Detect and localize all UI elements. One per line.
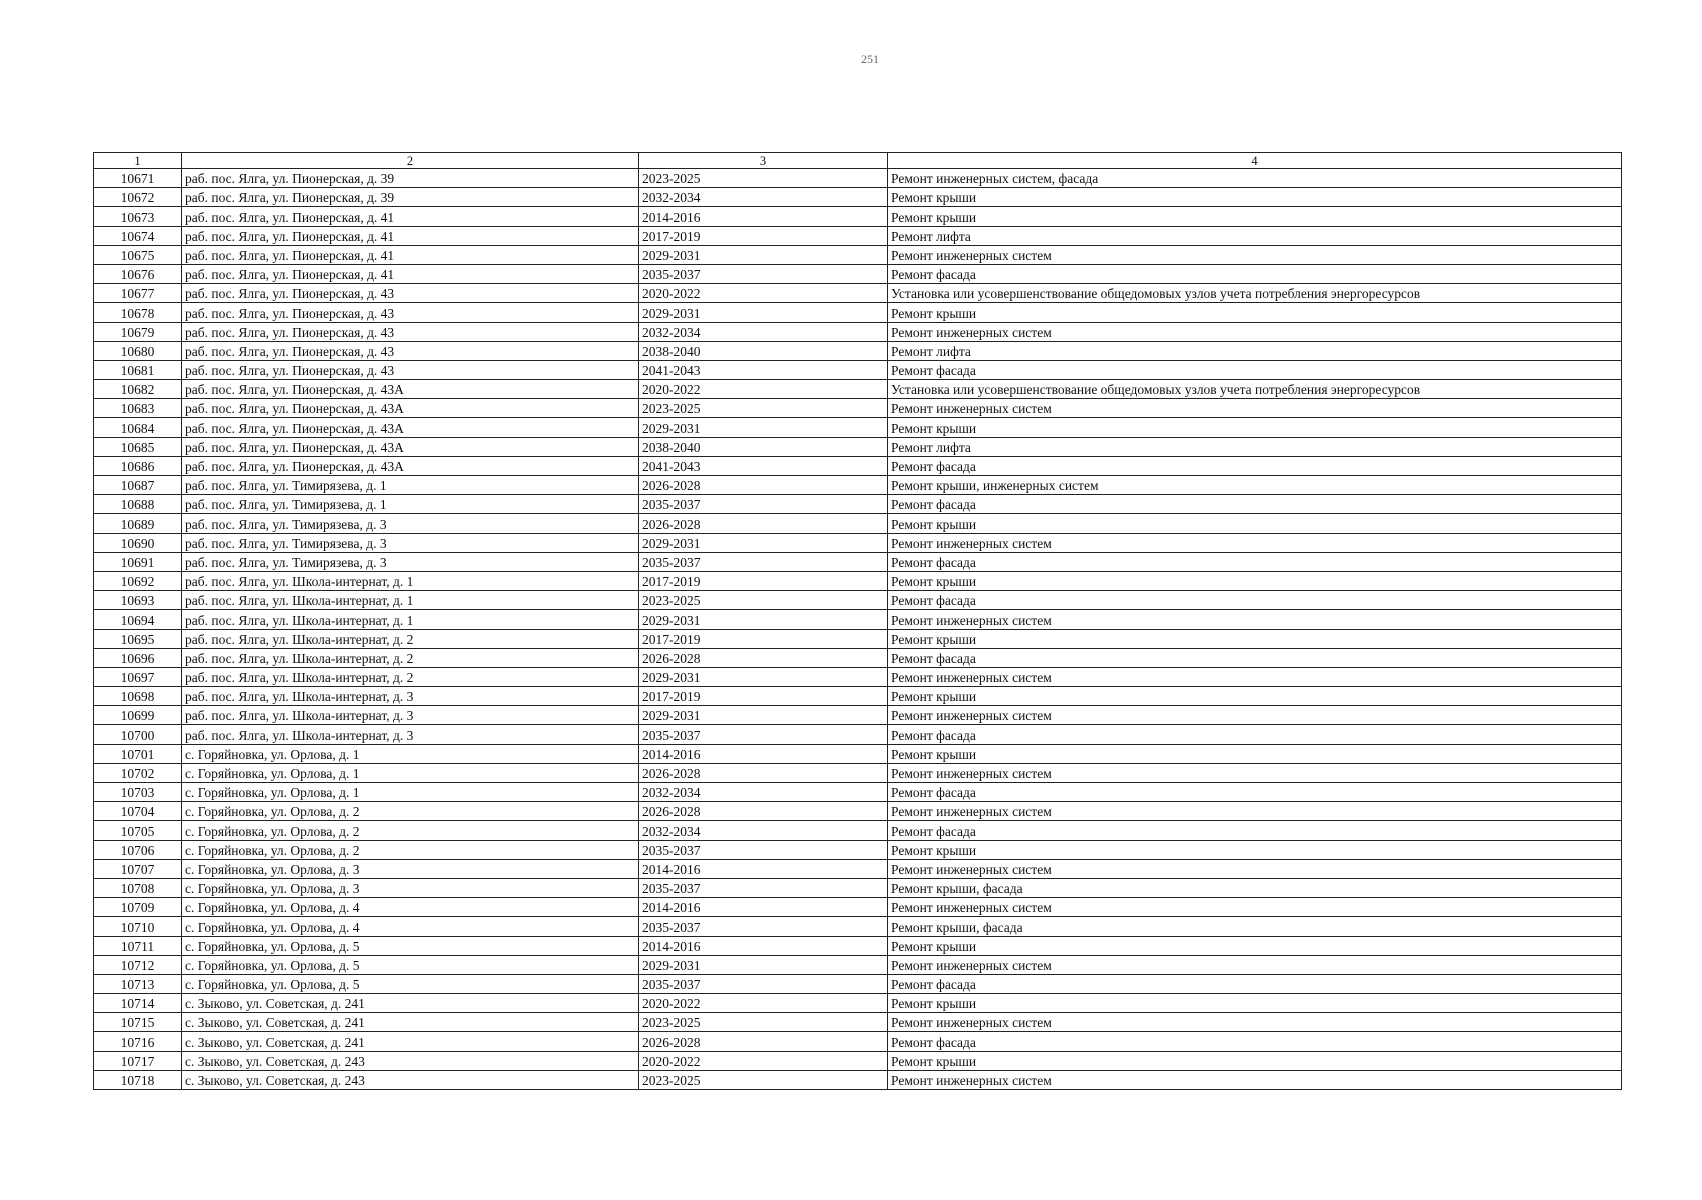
row-number-cell: 10675	[94, 245, 182, 264]
period-cell: 2017-2019	[639, 687, 888, 706]
table-row	[94, 245, 1622, 264]
row-number-cell: 10700	[94, 725, 182, 744]
table-row	[94, 744, 1622, 763]
period-cell: 2035-2037	[639, 917, 888, 936]
address-cell: раб. пос. Ялга, ул. Пионерская, д. 43А	[182, 418, 639, 437]
work-type-cell: Ремонт крыши	[888, 303, 1622, 322]
period-cell: 2029-2031	[639, 303, 888, 322]
work-type-cell: Ремонт инженерных систем	[888, 763, 1622, 782]
address-cell: раб. пос. Ялга, ул. Пионерская, д. 43	[182, 303, 639, 322]
address-cell: раб. пос. Ялга, ул. Пионерская, д. 43	[182, 284, 639, 303]
period-cell: 2014-2016	[639, 898, 888, 917]
period-cell: 2026-2028	[639, 514, 888, 533]
row-number-cell: 10691	[94, 552, 182, 571]
table-row	[94, 667, 1622, 686]
period-cell: 2032-2034	[639, 783, 888, 802]
address-cell: с. Горяйновка, ул. Орлова, д. 1	[182, 744, 639, 763]
work-type-cell: Ремонт фасада	[888, 783, 1622, 802]
table-row	[94, 533, 1622, 552]
table-row	[94, 1070, 1622, 1089]
address-cell: раб. пос. Ялга, ул. Пионерская, д. 43А	[182, 399, 639, 418]
table-row	[94, 380, 1622, 399]
row-number-cell: 10695	[94, 629, 182, 648]
period-cell: 2041-2043	[639, 456, 888, 475]
table-row	[94, 188, 1622, 207]
work-type-cell: Ремонт крыши	[888, 687, 1622, 706]
address-cell: раб. пос. Ялга, ул. Пионерская, д. 43А	[182, 456, 639, 475]
row-number-cell: 10689	[94, 514, 182, 533]
period-cell: 2032-2034	[639, 188, 888, 207]
row-number-cell: 10697	[94, 667, 182, 686]
period-cell: 2026-2028	[639, 476, 888, 495]
row-number-cell: 10690	[94, 533, 182, 552]
work-type-cell: Ремонт инженерных систем	[888, 898, 1622, 917]
row-number-cell: 10698	[94, 687, 182, 706]
work-type-cell: Ремонт фасада	[888, 648, 1622, 667]
address-cell: раб. пос. Ялга, ул. Пионерская, д. 41	[182, 264, 639, 283]
row-number-cell: 10718	[94, 1070, 182, 1089]
row-number-cell: 10705	[94, 821, 182, 840]
table-row	[94, 840, 1622, 859]
row-number-cell: 10701	[94, 744, 182, 763]
work-type-cell: Ремонт инженерных систем	[888, 533, 1622, 552]
address-cell: раб. пос. Ялга, ул. Пионерская, д. 43	[182, 360, 639, 379]
row-number-cell: 10713	[94, 974, 182, 993]
work-type-cell: Ремонт фасада	[888, 591, 1622, 610]
table-row	[94, 284, 1622, 303]
address-cell: раб. пос. Ялга, ул. Пионерская, д. 43А	[182, 437, 639, 456]
address-cell: раб. пос. Ялга, ул. Пионерская, д. 41	[182, 245, 639, 264]
work-type-cell: Ремонт фасада	[888, 974, 1622, 993]
row-number-cell: 10703	[94, 783, 182, 802]
table-row	[94, 725, 1622, 744]
address-cell: раб. пос. Ялга, ул. Тимирязева, д. 1	[182, 476, 639, 495]
table-row	[94, 802, 1622, 821]
table-row	[94, 571, 1622, 590]
table-row	[94, 207, 1622, 226]
work-type-cell: Ремонт крыши	[888, 188, 1622, 207]
work-type-cell: Ремонт крыши	[888, 994, 1622, 1013]
row-number-cell: 10717	[94, 1051, 182, 1070]
work-type-cell: Ремонт фасада	[888, 725, 1622, 744]
row-number-cell: 10687	[94, 476, 182, 495]
period-cell: 2032-2034	[639, 821, 888, 840]
address-cell: раб. пос. Ялга, ул. Пионерская, д. 39	[182, 188, 639, 207]
row-number-cell: 10686	[94, 456, 182, 475]
table-row	[94, 687, 1622, 706]
table-row	[94, 1032, 1622, 1051]
work-type-cell: Ремонт фасада	[888, 495, 1622, 514]
period-cell: 2035-2037	[639, 552, 888, 571]
table-row	[94, 610, 1622, 629]
table-row	[94, 456, 1622, 475]
work-type-cell: Ремонт инженерных систем	[888, 802, 1622, 821]
address-cell: раб. пос. Ялга, ул. Школа-интернат, д. 3	[182, 687, 639, 706]
page-number: 251	[861, 52, 879, 66]
row-number-cell: 10711	[94, 936, 182, 955]
period-cell: 2035-2037	[639, 725, 888, 744]
period-cell: 2026-2028	[639, 1032, 888, 1051]
row-number-cell: 10704	[94, 802, 182, 821]
table-row	[94, 303, 1622, 322]
period-cell: 2020-2022	[639, 380, 888, 399]
work-type-cell: Ремонт фасада	[888, 456, 1622, 475]
period-cell: 2020-2022	[639, 994, 888, 1013]
period-cell: 2023-2025	[639, 399, 888, 418]
address-cell: с. Горяйновка, ул. Орлова, д. 2	[182, 840, 639, 859]
work-type-cell: Ремонт крыши	[888, 629, 1622, 648]
table-row	[94, 418, 1622, 437]
row-number-cell: 10694	[94, 610, 182, 629]
row-number-cell: 10710	[94, 917, 182, 936]
period-cell: 2038-2040	[639, 437, 888, 456]
row-number-cell: 10714	[94, 994, 182, 1013]
work-type-cell: Ремонт лифта	[888, 437, 1622, 456]
address-cell: с. Зыково, ул. Советская, д. 241	[182, 1013, 639, 1032]
row-number-cell: 10684	[94, 418, 182, 437]
row-number-cell: 10709	[94, 898, 182, 917]
table-row	[94, 591, 1622, 610]
period-cell: 2023-2025	[639, 169, 888, 188]
address-cell: с. Горяйновка, ул. Орлова, д. 3	[182, 878, 639, 897]
period-cell: 2014-2016	[639, 744, 888, 763]
address-cell: раб. пос. Ялга, ул. Школа-интернат, д. 2	[182, 648, 639, 667]
work-type-cell: Ремонт крыши	[888, 514, 1622, 533]
address-cell: с. Горяйновка, ул. Орлова, д. 4	[182, 917, 639, 936]
period-cell: 2029-2031	[639, 418, 888, 437]
address-cell: раб. пос. Ялга, ул. Тимирязева, д. 3	[182, 514, 639, 533]
work-type-cell: Ремонт крыши	[888, 207, 1622, 226]
table-row	[94, 994, 1622, 1013]
table-row	[94, 648, 1622, 667]
period-cell: 2014-2016	[639, 859, 888, 878]
work-type-cell: Ремонт инженерных систем	[888, 667, 1622, 686]
period-cell: 2035-2037	[639, 264, 888, 283]
work-type-cell: Ремонт крыши	[888, 936, 1622, 955]
address-cell: раб. пос. Ялга, ул. Тимирязева, д. 1	[182, 495, 639, 514]
work-type-cell: Ремонт фасада	[888, 821, 1622, 840]
period-cell: 2038-2040	[639, 341, 888, 360]
address-cell: с. Горяйновка, ул. Орлова, д. 5	[182, 974, 639, 993]
table-row	[94, 1013, 1622, 1032]
address-cell: с. Зыково, ул. Советская, д. 243	[182, 1070, 639, 1089]
work-type-cell: Ремонт инженерных систем	[888, 955, 1622, 974]
row-number-cell: 10702	[94, 763, 182, 782]
period-cell: 2029-2031	[639, 533, 888, 552]
row-number-cell: 10715	[94, 1013, 182, 1032]
period-cell: 2023-2025	[639, 1013, 888, 1032]
work-type-cell: Ремонт крыши	[888, 1051, 1622, 1070]
row-number-cell: 10678	[94, 303, 182, 322]
period-cell: 2041-2043	[639, 360, 888, 379]
work-type-cell: Ремонт фасада	[888, 1032, 1622, 1051]
table-row	[94, 706, 1622, 725]
period-cell: 2029-2031	[639, 955, 888, 974]
table-row	[94, 974, 1622, 993]
table-row	[94, 476, 1622, 495]
table-row	[94, 322, 1622, 341]
address-cell: раб. пос. Ялга, ул. Школа-интернат, д. 3	[182, 706, 639, 725]
period-cell: 2035-2037	[639, 878, 888, 897]
table-row	[94, 917, 1622, 936]
period-cell: 2023-2025	[639, 591, 888, 610]
period-cell: 2017-2019	[639, 571, 888, 590]
column-header: 1	[94, 153, 182, 169]
address-cell: раб. пос. Ялга, ул. Пионерская, д. 43	[182, 322, 639, 341]
table-row	[94, 264, 1622, 283]
row-number-cell: 10693	[94, 591, 182, 610]
work-type-cell: Ремонт крыши	[888, 840, 1622, 859]
address-cell: с. Горяйновка, ул. Орлова, д. 2	[182, 802, 639, 821]
table-row	[94, 1051, 1622, 1070]
work-type-cell: Ремонт фасада	[888, 552, 1622, 571]
table-row	[94, 783, 1622, 802]
address-cell: с. Горяйновка, ул. Орлова, д. 5	[182, 936, 639, 955]
address-cell: раб. пос. Ялга, ул. Тимирязева, д. 3	[182, 552, 639, 571]
work-type-cell: Ремонт инженерных систем	[888, 322, 1622, 341]
row-number-cell: 10716	[94, 1032, 182, 1051]
work-type-cell: Ремонт лифта	[888, 226, 1622, 245]
address-cell: с. Горяйновка, ул. Орлова, д. 4	[182, 898, 639, 917]
work-type-cell: Ремонт инженерных систем	[888, 399, 1622, 418]
address-cell: с. Горяйновка, ул. Орлова, д. 1	[182, 763, 639, 782]
row-number-cell: 10712	[94, 955, 182, 974]
row-number-cell: 10671	[94, 169, 182, 188]
address-cell: раб. пос. Ялга, ул. Пионерская, д. 43А	[182, 380, 639, 399]
table-row	[94, 341, 1622, 360]
address-cell: с. Горяйновка, ул. Орлова, д. 2	[182, 821, 639, 840]
row-number-cell: 10680	[94, 341, 182, 360]
table-header-row	[94, 153, 1622, 169]
row-number-cell: 10681	[94, 360, 182, 379]
period-cell: 2017-2019	[639, 629, 888, 648]
work-type-cell: Ремонт лифта	[888, 341, 1622, 360]
work-type-cell: Ремонт инженерных систем	[888, 1070, 1622, 1089]
row-number-cell: 10676	[94, 264, 182, 283]
table-row	[94, 495, 1622, 514]
period-cell: 2023-2025	[639, 1070, 888, 1089]
row-number-cell: 10707	[94, 859, 182, 878]
work-type-cell: Ремонт крыши	[888, 744, 1622, 763]
row-number-cell: 10708	[94, 878, 182, 897]
table-row	[94, 399, 1622, 418]
work-type-cell: Ремонт инженерных систем, фасада	[888, 169, 1622, 188]
table-row	[94, 898, 1622, 917]
period-cell: 2029-2031	[639, 610, 888, 629]
address-cell: раб. пос. Ялга, ул. Тимирязева, д. 3	[182, 533, 639, 552]
row-number-cell: 10683	[94, 399, 182, 418]
work-type-cell: Установка или усовершенствование общедомовых узлов учета потребления энергоресурсов	[888, 284, 1622, 303]
row-number-cell: 10685	[94, 437, 182, 456]
address-cell: раб. пос. Ялга, ул. Школа-интернат, д. 3	[182, 725, 639, 744]
address-cell: раб. пос. Ялга, ул. Пионерская, д. 43	[182, 341, 639, 360]
work-type-cell: Ремонт инженерных систем	[888, 245, 1622, 264]
address-cell: с. Зыково, ул. Советская, д. 241	[182, 1032, 639, 1051]
row-number-cell: 10672	[94, 188, 182, 207]
column-header: 3	[639, 153, 888, 169]
period-cell: 2014-2016	[639, 207, 888, 226]
table-row	[94, 936, 1622, 955]
work-type-cell: Ремонт крыши	[888, 571, 1622, 590]
work-type-cell: Ремонт инженерных систем	[888, 610, 1622, 629]
address-cell: с. Горяйновка, ул. Орлова, д. 3	[182, 859, 639, 878]
column-header: 4	[888, 153, 1622, 169]
period-cell: 2017-2019	[639, 226, 888, 245]
period-cell: 2035-2037	[639, 495, 888, 514]
repair-schedule-table	[93, 152, 1622, 1090]
work-type-cell: Ремонт фасада	[888, 360, 1622, 379]
table-row	[94, 552, 1622, 571]
period-cell: 2014-2016	[639, 936, 888, 955]
work-type-cell: Ремонт крыши, фасада	[888, 878, 1622, 897]
table-row	[94, 763, 1622, 782]
row-number-cell: 10688	[94, 495, 182, 514]
table-row	[94, 169, 1622, 188]
period-cell: 2020-2022	[639, 284, 888, 303]
table-row	[94, 514, 1622, 533]
period-cell: 2026-2028	[639, 763, 888, 782]
table-row	[94, 821, 1622, 840]
address-cell: с. Горяйновка, ул. Орлова, д. 5	[182, 955, 639, 974]
work-type-cell: Установка или усовершенствование общедомовых узлов учета потребления энергоресурсов	[888, 380, 1622, 399]
address-cell: раб. пос. Ялга, ул. Школа-интернат, д. 2	[182, 629, 639, 648]
period-cell: 2032-2034	[639, 322, 888, 341]
address-cell: раб. пос. Ялга, ул. Пионерская, д. 41	[182, 207, 639, 226]
period-cell: 2026-2028	[639, 648, 888, 667]
work-type-cell: Ремонт инженерных систем	[888, 859, 1622, 878]
address-cell: раб. пос. Ялга, ул. Школа-интернат, д. 1	[182, 610, 639, 629]
table-row	[94, 878, 1622, 897]
table-body	[94, 153, 1622, 1090]
work-type-cell: Ремонт крыши, инженерных систем	[888, 476, 1622, 495]
period-cell: 2029-2031	[639, 667, 888, 686]
row-number-cell: 10673	[94, 207, 182, 226]
work-type-cell: Ремонт инженерных систем	[888, 1013, 1622, 1032]
table-row	[94, 859, 1622, 878]
work-type-cell: Ремонт крыши	[888, 418, 1622, 437]
row-number-cell: 10692	[94, 571, 182, 590]
address-cell: с. Горяйновка, ул. Орлова, д. 1	[182, 783, 639, 802]
table-row	[94, 360, 1622, 379]
row-number-cell: 10677	[94, 284, 182, 303]
address-cell: раб. пос. Ялга, ул. Школа-интернат, д. 2	[182, 667, 639, 686]
row-number-cell: 10706	[94, 840, 182, 859]
period-cell: 2035-2037	[639, 974, 888, 993]
table-row	[94, 955, 1622, 974]
row-number-cell: 10696	[94, 648, 182, 667]
row-number-cell: 10679	[94, 322, 182, 341]
work-type-cell: Ремонт инженерных систем	[888, 706, 1622, 725]
work-type-cell: Ремонт фасада	[888, 264, 1622, 283]
row-number-cell: 10674	[94, 226, 182, 245]
row-number-cell: 10699	[94, 706, 182, 725]
address-cell: раб. пос. Ялга, ул. Школа-интернат, д. 1	[182, 591, 639, 610]
table-row	[94, 629, 1622, 648]
period-cell: 2029-2031	[639, 706, 888, 725]
row-number-cell: 10682	[94, 380, 182, 399]
address-cell: раб. пос. Ялга, ул. Пионерская, д. 41	[182, 226, 639, 245]
period-cell: 2020-2022	[639, 1051, 888, 1070]
table-row	[94, 437, 1622, 456]
period-cell: 2029-2031	[639, 245, 888, 264]
address-cell: с. Зыково, ул. Советская, д. 243	[182, 1051, 639, 1070]
column-header: 2	[182, 153, 639, 169]
period-cell: 2035-2037	[639, 840, 888, 859]
address-cell: раб. пос. Ялга, ул. Пионерская, д. 39	[182, 169, 639, 188]
address-cell: раб. пос. Ялга, ул. Школа-интернат, д. 1	[182, 571, 639, 590]
table-row	[94, 226, 1622, 245]
work-type-cell: Ремонт крыши, фасада	[888, 917, 1622, 936]
period-cell: 2026-2028	[639, 802, 888, 821]
address-cell: с. Зыково, ул. Советская, д. 241	[182, 994, 639, 1013]
